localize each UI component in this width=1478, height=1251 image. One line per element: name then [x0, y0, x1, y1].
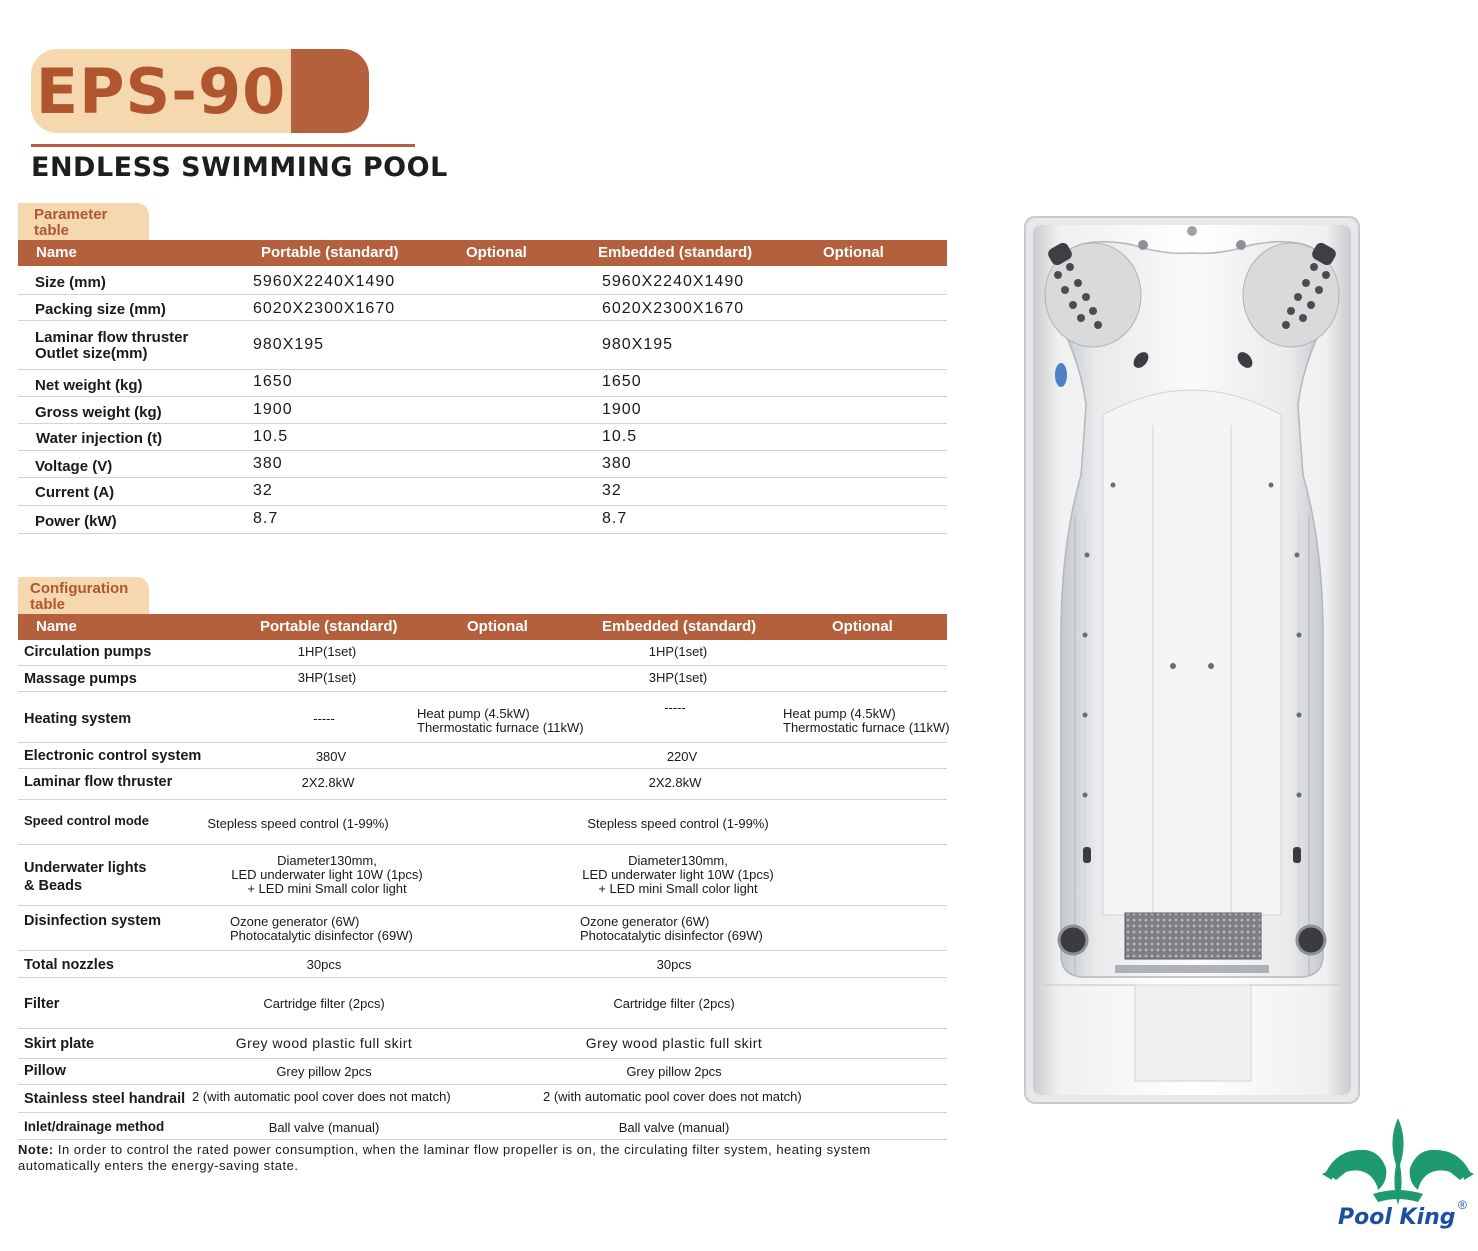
portable-value: 3HP(1set) [297, 670, 357, 685]
table-row [18, 1085, 947, 1113]
configuration-table-tag [18, 577, 149, 614]
parameter-tag-line1: Parameter [34, 206, 108, 223]
col-portable-optional: Optional [466, 244, 527, 261]
embedded-value: 2 (with automatic pool cover does not match) [543, 1089, 802, 1104]
portable-value: 30pcs [306, 957, 342, 972]
table-row [18, 951, 947, 978]
note-prefix: Note: [18, 1142, 54, 1157]
embedded-value: 6020X2300X1670 [602, 300, 745, 317]
parameter-tag-line2: table [34, 222, 70, 239]
row-label: Pillow [24, 1063, 66, 1079]
col-embedded-optional: Optional [832, 618, 893, 635]
parameter-table-header [18, 240, 947, 266]
table-row [18, 266, 947, 295]
portable-optional-line2: Thermostatic furnace (11kW) [417, 720, 584, 735]
embedded-value: 1650 [602, 373, 642, 390]
portable-value-line2: Photocatalytic disinfector (69W) [230, 928, 413, 943]
row-label: Filter [24, 996, 60, 1012]
model-badge [31, 49, 369, 133]
table-row [18, 295, 947, 321]
table-row [18, 370, 947, 397]
portable-value: 1650 [253, 373, 293, 390]
table-row [18, 845, 947, 906]
note-line1: In order to control the rated power consumption, when the laminar flow propeller is on, the circulating filter system, heating system [57, 1142, 871, 1157]
embedded-value: 2X2.8kW [648, 775, 702, 790]
model-badge-left [31, 49, 291, 133]
row-label: Laminar flow thruster [35, 329, 189, 346]
embedded-value: Grey wood plastic full skirt [585, 1035, 763, 1051]
col-embedded: Embedded (standard) [602, 618, 757, 635]
portable-optional-line1: Heat pump (4.5kW) [417, 706, 530, 721]
row-label: Speed control mode [24, 813, 149, 828]
embedded-value: 980X195 [602, 336, 674, 353]
row-label: Stainless steel handrail [24, 1091, 186, 1107]
portable-value: Ball valve (manual) [268, 1120, 380, 1135]
row-label: Electronic control system [24, 748, 202, 764]
portable-value-line3: + LED mini Small color light [247, 881, 407, 896]
table-row [18, 397, 947, 424]
embedded-value: 30pcs [656, 957, 692, 972]
pool-product-image [1023, 215, 1361, 1105]
row-label: Skirt plate [24, 1036, 95, 1052]
table-row [18, 1029, 947, 1059]
embedded-value: 3HP(1set) [648, 670, 708, 685]
portable-value: 380 [253, 455, 283, 472]
row-label-line2: & Beads [24, 878, 83, 894]
embedded-value: 5960X2240X1490 [602, 273, 745, 290]
portable-value: 6020X2300X1670 [253, 300, 396, 317]
parameter-table-tag [18, 203, 149, 241]
embedded-value-line2: LED underwater light 10W (1pcs) [582, 867, 774, 882]
row-label: Power (kW) [35, 513, 117, 530]
header-rule [31, 144, 415, 147]
footnote [18, 1142, 938, 1174]
table-row [18, 666, 947, 692]
row-label: Total nozzles [24, 957, 114, 973]
page-subtitle: ENDLESS SWIMMING POOL [31, 152, 448, 183]
portable-value: 32 [253, 482, 273, 499]
table-row [18, 1059, 947, 1085]
table-row [18, 451, 947, 478]
registered-mark: ® [1458, 1198, 1467, 1212]
portable-value: Grey wood plastic full skirt [235, 1035, 413, 1051]
model-title: EPS-90 [35, 54, 287, 128]
row-label: Inlet/drainage method [24, 1119, 165, 1134]
col-name: Name [36, 244, 77, 261]
table-row [18, 743, 947, 769]
portable-value: 8.7 [253, 510, 279, 527]
portable-value: 980X195 [253, 336, 325, 353]
row-label: Laminar flow thruster [24, 774, 173, 790]
row-label: Massage pumps [24, 671, 137, 687]
configuration-tag-line2: table [30, 596, 66, 613]
embedded-value: Grey pillow 2pcs [626, 1064, 722, 1079]
col-portable: Portable (standard) [261, 244, 399, 261]
embedded-value: Stepless speed control (1-99%) [587, 816, 769, 831]
row-label: Net weight (kg) [35, 377, 143, 394]
embedded-value: Cartridge filter (2pcs) [613, 996, 735, 1011]
embedded-value-line1: Ozone generator (6W) [580, 914, 710, 929]
row-label: Heating system [24, 711, 132, 727]
portable-value-line1: Ozone generator (6W) [230, 914, 360, 929]
row-label-line2: Outlet size(mm) [35, 345, 148, 362]
note-line2: automatically enters the energy-saving state. [18, 1158, 299, 1173]
embedded-value: 10.5 [602, 428, 638, 445]
row-label: Gross weight (kg) [35, 404, 162, 421]
embedded-value: 32 [602, 482, 622, 499]
laminar-flow-outlet [1125, 913, 1261, 959]
portable-value: Cartridge filter (2pcs) [263, 996, 385, 1011]
embedded-value: 220V [666, 749, 698, 764]
parameter-table [18, 240, 947, 534]
configuration-tag-line1: Configuration [30, 580, 129, 597]
embedded-value: ----- [664, 700, 686, 715]
table-row [18, 506, 947, 534]
portable-value: 2X2.8kW [301, 775, 355, 790]
portable-value-line2: LED underwater light 10W (1pcs) [231, 867, 423, 882]
portable-value: 380V [315, 749, 347, 764]
portable-value: 1900 [253, 401, 293, 418]
portable-value: Grey pillow 2pcs [276, 1064, 372, 1079]
model-badge-accent [291, 49, 369, 133]
portable-value: 2 (with automatic pool cover does not match) [192, 1089, 451, 1104]
row-label: Circulation pumps [24, 644, 152, 660]
configuration-table [18, 614, 950, 1140]
embedded-value-line2: Photocatalytic disinfector (69W) [580, 928, 763, 943]
table-row [18, 769, 947, 800]
portable-value: ----- [313, 711, 335, 726]
col-portable-optional: Optional [467, 618, 528, 635]
table-row [18, 321, 947, 370]
embedded-value: 1HP(1set) [648, 644, 708, 659]
table-row [18, 800, 947, 845]
row-label: Size (mm) [35, 274, 106, 291]
embedded-value: 8.7 [602, 510, 628, 527]
embedded-optional-line2: Thermostatic furnace (11kW) [783, 720, 950, 735]
row-label: Water injection (t) [36, 430, 163, 447]
table-row [18, 640, 947, 666]
embedded-value: 1900 [602, 401, 642, 418]
portable-value: 10.5 [253, 428, 289, 445]
entry-step [1135, 985, 1251, 1081]
col-embedded: Embedded (standard) [598, 244, 753, 261]
table-row [18, 978, 947, 1029]
configuration-table-header [18, 614, 947, 640]
brand-name: Pool King [1338, 1205, 1456, 1230]
row-label: Underwater lights [24, 860, 147, 876]
table-row [18, 692, 950, 743]
swim-lane [1103, 390, 1281, 915]
embedded-value-line3: + LED mini Small color light [598, 881, 758, 896]
table-row [18, 478, 947, 506]
row-label: Packing size (mm) [35, 301, 166, 318]
embedded-optional-line1: Heat pump (4.5kW) [783, 706, 896, 721]
row-label: Disinfection system [24, 913, 161, 929]
embedded-value-line1: Diameter130mm, [628, 853, 728, 868]
row-label: Current (A) [35, 484, 115, 501]
col-name: Name [36, 618, 77, 635]
portable-value-line1: Diameter130mm, [277, 853, 377, 868]
table-row [18, 1113, 947, 1140]
col-portable: Portable (standard) [260, 618, 398, 635]
portable-value: Stepless speed control (1-99%) [207, 816, 389, 831]
table-row [18, 906, 947, 951]
embedded-value: Ball valve (manual) [618, 1120, 730, 1135]
row-label: Voltage (V) [35, 458, 113, 475]
table-row [18, 424, 947, 451]
embedded-value: 380 [602, 455, 632, 472]
portable-value: 1HP(1set) [297, 644, 357, 659]
portable-value: 5960X2240X1490 [253, 273, 396, 290]
col-embedded-optional: Optional [823, 244, 884, 261]
